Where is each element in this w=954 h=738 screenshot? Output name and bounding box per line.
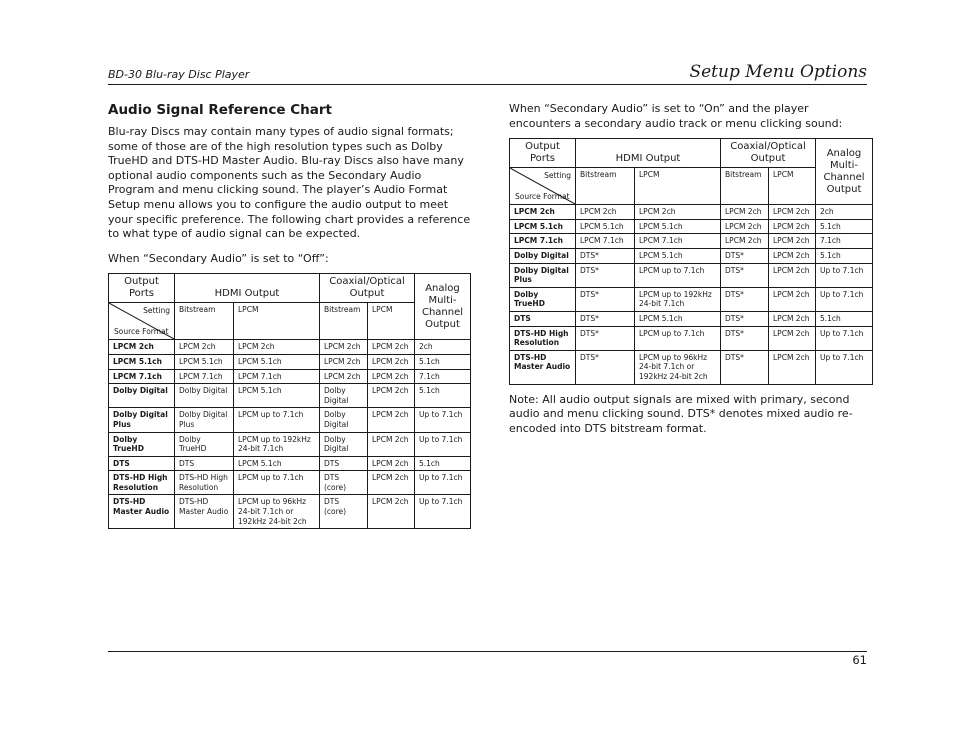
- cell-source-format: LPCM 7.1ch: [510, 234, 576, 249]
- table-row: [109, 369, 471, 384]
- cell-coaxial-bitstream: DTS*: [721, 326, 769, 350]
- cell-source-format: DTS-HD High Resolution: [510, 326, 576, 350]
- subheader-hdmi-bitstream: Bitstream: [576, 168, 635, 205]
- cell-coaxial-lpcm: LPCM 2ch: [368, 495, 415, 529]
- cell-hdmi-lpcm: LPCM up to 192kHz 24-bit 7.1ch: [635, 287, 721, 311]
- cell-hdmi-bitstream: LPCM 2ch: [175, 340, 234, 355]
- cell-hdmi-lpcm: LPCM 5.1ch: [234, 384, 320, 408]
- table-row: [109, 408, 471, 432]
- cell-hdmi-bitstream: DTS*: [576, 326, 635, 350]
- table-row: [510, 263, 873, 287]
- table-row: [510, 287, 873, 311]
- table-row: [510, 350, 873, 384]
- cell-hdmi-bitstream: DTS*: [576, 248, 635, 263]
- cell-hdmi-lpcm: LPCM 7.1ch: [234, 369, 320, 384]
- cell-hdmi-lpcm: LPCM up to 192kHz 24-bit 7.1ch: [234, 432, 320, 456]
- header-hdmi-output: HDMI Output: [175, 274, 320, 303]
- cell-hdmi-lpcm: LPCM 5.1ch: [234, 354, 320, 369]
- cell-coaxial-bitstream: DTS*: [721, 287, 769, 311]
- table-row: [510, 205, 873, 220]
- cell-source-format: DTS-HD High Resolution: [109, 471, 175, 495]
- cell-hdmi-bitstream: DTS: [175, 456, 234, 471]
- cell-hdmi-lpcm: LPCM up to 7.1ch: [635, 326, 721, 350]
- table-row: [109, 432, 471, 456]
- cell-hdmi-lpcm: LPCM up to 7.1ch: [234, 408, 320, 432]
- cell-coaxial-bitstream: LPCM 2ch: [721, 205, 769, 220]
- cell-coaxial-bitstream: Dolby Digital: [320, 384, 368, 408]
- cell-coaxial-bitstream: Dolby Digital: [320, 408, 368, 432]
- cell-coaxial-lpcm: LPCM 2ch: [769, 311, 816, 326]
- table-row: [109, 471, 471, 495]
- cell-hdmi-bitstream: DTS-HD High Resolution: [175, 471, 234, 495]
- running-header-product: BD-30 Blu-ray Disc Player: [108, 68, 250, 81]
- cell-source-format: Dolby Digital Plus: [109, 408, 175, 432]
- cell-coaxial-lpcm: LPCM 2ch: [769, 350, 816, 384]
- cell-coaxial-bitstream: DTS*: [721, 350, 769, 384]
- cell-analog-output: Up to 7.1ch: [816, 263, 873, 287]
- right-column: [509, 102, 873, 436]
- cell-source-format: LPCM 7.1ch: [109, 369, 175, 384]
- cell-hdmi-bitstream: DTS*: [576, 263, 635, 287]
- cell-hdmi-bitstream: DTS*: [576, 311, 635, 326]
- cell-hdmi-lpcm: LPCM 7.1ch: [635, 234, 721, 249]
- cell-coaxial-lpcm: LPCM 2ch: [769, 263, 816, 287]
- cell-coaxial-bitstream: DTS*: [721, 263, 769, 287]
- cell-coaxial-bitstream: DTS*: [721, 311, 769, 326]
- left-column: [108, 102, 471, 529]
- subheader-coaxial-bitstream: Bitstream: [721, 168, 769, 205]
- cell-hdmi-lpcm: LPCM up to 96kHz 24-bit 7.1ch or 192kHz 24-bit 2ch: [635, 350, 721, 384]
- cell-coaxial-bitstream: LPCM 2ch: [721, 219, 769, 234]
- setting-label: Setting: [544, 171, 571, 181]
- cell-hdmi-lpcm: LPCM 5.1ch: [635, 311, 721, 326]
- header-output-ports: Output Ports: [109, 274, 175, 303]
- table-row: [109, 384, 471, 408]
- cell-coaxial-lpcm: LPCM 2ch: [368, 384, 415, 408]
- footnote: Note: All audio output signals are mixed with primary, second audio and menu clicking sound. DTS* denotes mixed audio re-encoded into DTS bitstream format.: [509, 392, 853, 435]
- table-row: [109, 456, 471, 471]
- cell-analog-output: 7.1ch: [816, 234, 873, 249]
- cell-analog-output: 5.1ch: [816, 311, 873, 326]
- cell-analog-output: Up to 7.1ch: [415, 495, 471, 529]
- running-header-section: Setup Menu Options: [689, 62, 867, 82]
- cell-source-format: DTS-HD Master Audio: [510, 350, 576, 384]
- cell-source-format: Dolby Digital Plus: [510, 263, 576, 287]
- page-number: 61: [852, 653, 867, 667]
- cell-hdmi-lpcm: LPCM 5.1ch: [635, 248, 721, 263]
- cell-coaxial-lpcm: LPCM 2ch: [368, 432, 415, 456]
- setting-source-cell: [510, 168, 576, 205]
- cell-coaxial-lpcm: LPCM 2ch: [368, 340, 415, 355]
- cell-hdmi-bitstream: DTS*: [576, 287, 635, 311]
- cell-analog-output: Up to 7.1ch: [415, 471, 471, 495]
- cell-hdmi-bitstream: Dolby TrueHD: [175, 432, 234, 456]
- cell-analog-output: Up to 7.1ch: [816, 326, 873, 350]
- cell-hdmi-lpcm: LPCM up to 96kHz 24-bit 7.1ch or 192kHz 24-bit 2ch: [234, 495, 320, 529]
- cell-coaxial-bitstream: DTS: [320, 456, 368, 471]
- cell-hdmi-lpcm: LPCM 5.1ch: [635, 219, 721, 234]
- cell-coaxial-bitstream: DTS (core): [320, 471, 368, 495]
- footer-rule: [108, 651, 867, 652]
- table-row: [510, 219, 873, 234]
- header-hdmi-output: HDMI Output: [576, 139, 721, 168]
- cell-coaxial-lpcm: LPCM 2ch: [769, 205, 816, 220]
- source-format-label: Source Format: [515, 191, 570, 201]
- cell-source-format: Dolby Digital: [109, 384, 175, 408]
- table-off-caption: When “Secondary Audio” is set to “Off”:: [108, 251, 329, 265]
- cell-coaxial-lpcm: LPCM 2ch: [769, 248, 816, 263]
- header-coaxial-output: Coaxial/Optical Output: [320, 274, 415, 303]
- audio-table-secondary-on: [509, 138, 873, 384]
- table-row: [510, 234, 873, 249]
- subheader-hdmi-lpcm: LPCM: [234, 303, 320, 340]
- cell-source-format: LPCM 5.1ch: [510, 219, 576, 234]
- cell-hdmi-bitstream: LPCM 2ch: [576, 205, 635, 220]
- table-row: [109, 354, 471, 369]
- cell-coaxial-bitstream: LPCM 2ch: [721, 234, 769, 249]
- subheader-hdmi-lpcm: LPCM: [635, 168, 721, 205]
- cell-hdmi-bitstream: DTS*: [576, 350, 635, 384]
- cell-source-format: Dolby Digital: [510, 248, 576, 263]
- cell-source-format: DTS-HD Master Audio: [109, 495, 175, 529]
- cell-hdmi-bitstream: LPCM 7.1ch: [576, 234, 635, 249]
- cell-source-format: Dolby TrueHD: [510, 287, 576, 311]
- cell-hdmi-lpcm: LPCM 2ch: [635, 205, 721, 220]
- cell-hdmi-lpcm: LPCM 5.1ch: [234, 456, 320, 471]
- cell-hdmi-lpcm: LPCM up to 7.1ch: [635, 263, 721, 287]
- cell-analog-output: 5.1ch: [415, 456, 471, 471]
- cell-hdmi-bitstream: DTS-HD Master Audio: [175, 495, 234, 529]
- cell-source-format: Dolby TrueHD: [109, 432, 175, 456]
- cell-analog-output: 5.1ch: [816, 248, 873, 263]
- table-row: [109, 340, 471, 355]
- cell-coaxial-lpcm: LPCM 2ch: [368, 456, 415, 471]
- header-analog-output: Analog Multi-Channel Output: [415, 274, 471, 340]
- table-row: [510, 311, 873, 326]
- setting-label: Setting: [143, 306, 170, 316]
- cell-analog-output: 5.1ch: [816, 219, 873, 234]
- cell-analog-output: 2ch: [816, 205, 873, 220]
- cell-analog-output: 5.1ch: [415, 384, 471, 408]
- cell-coaxial-bitstream: LPCM 2ch: [320, 340, 368, 355]
- cell-analog-output: Up to 7.1ch: [415, 408, 471, 432]
- subheader-coaxial-lpcm: LPCM: [769, 168, 816, 205]
- cell-coaxial-lpcm: LPCM 2ch: [769, 287, 816, 311]
- cell-hdmi-bitstream: LPCM 5.1ch: [576, 219, 635, 234]
- cell-analog-output: Up to 7.1ch: [816, 287, 873, 311]
- cell-analog-output: 2ch: [415, 340, 471, 355]
- header-output-ports: Output Ports: [510, 139, 576, 168]
- table-row: [510, 326, 873, 350]
- cell-coaxial-lpcm: LPCM 2ch: [368, 369, 415, 384]
- cell-source-format: LPCM 2ch: [109, 340, 175, 355]
- cell-analog-output: Up to 7.1ch: [816, 350, 873, 384]
- cell-hdmi-lpcm: LPCM 2ch: [234, 340, 320, 355]
- subheader-coaxial-bitstream: Bitstream: [320, 303, 368, 340]
- subheader-coaxial-lpcm: LPCM: [368, 303, 415, 340]
- cell-source-format: LPCM 5.1ch: [109, 354, 175, 369]
- table-on-caption: When “Secondary Audio” is set to “On” and the player encounters a secondary audio track or menu clicking sound:: [509, 102, 843, 130]
- cell-coaxial-lpcm: LPCM 2ch: [368, 471, 415, 495]
- subheader-hdmi-bitstream: Bitstream: [175, 303, 234, 340]
- setting-source-cell: [109, 303, 175, 340]
- cell-coaxial-bitstream: Dolby Digital: [320, 432, 368, 456]
- cell-coaxial-bitstream: DTS (core): [320, 495, 368, 529]
- cell-coaxial-lpcm: LPCM 2ch: [368, 354, 415, 369]
- cell-coaxial-lpcm: LPCM 2ch: [769, 219, 816, 234]
- header-coaxial-output: Coaxial/Optical Output: [721, 139, 816, 168]
- source-format-label: Source Format: [114, 326, 169, 336]
- cell-coaxial-bitstream: LPCM 2ch: [320, 369, 368, 384]
- header-analog-output: Analog Multi-Channel Output: [816, 139, 873, 205]
- header-rule: [108, 84, 867, 85]
- cell-source-format: DTS: [109, 456, 175, 471]
- cell-analog-output: Up to 7.1ch: [415, 432, 471, 456]
- cell-hdmi-bitstream: Dolby Digital Plus: [175, 408, 234, 432]
- table-row: [109, 495, 471, 529]
- cell-coaxial-lpcm: LPCM 2ch: [769, 326, 816, 350]
- intro-paragraph: Blu-ray Discs may contain many types of audio signal formats; some of those are of the high resolution types such as Dolby TrueHD and DTS-HD Master Audio. Blu-ray Discs also have many optional audio components such as the Secondary Audio Program and menu clicking sound. The player’s Audio Format Setup menu allows you to configure the audio output to meet your specific preference. The following chart provides a reference to what type of audio signal can be expected.: [108, 125, 471, 241]
- section-heading: Audio Signal Reference Chart: [108, 102, 332, 118]
- cell-hdmi-bitstream: LPCM 5.1ch: [175, 354, 234, 369]
- cell-hdmi-bitstream: LPCM 7.1ch: [175, 369, 234, 384]
- audio-table-secondary-off: [108, 273, 471, 529]
- cell-analog-output: 5.1ch: [415, 354, 471, 369]
- cell-coaxial-lpcm: LPCM 2ch: [368, 408, 415, 432]
- cell-coaxial-lpcm: LPCM 2ch: [769, 234, 816, 249]
- cell-hdmi-lpcm: LPCM up to 7.1ch: [234, 471, 320, 495]
- cell-coaxial-bitstream: DTS*: [721, 248, 769, 263]
- cell-analog-output: 7.1ch: [415, 369, 471, 384]
- table-row: [510, 248, 873, 263]
- cell-source-format: DTS: [510, 311, 576, 326]
- cell-coaxial-bitstream: LPCM 2ch: [320, 354, 368, 369]
- cell-source-format: LPCM 2ch: [510, 205, 576, 220]
- cell-hdmi-bitstream: Dolby Digital: [175, 384, 234, 408]
